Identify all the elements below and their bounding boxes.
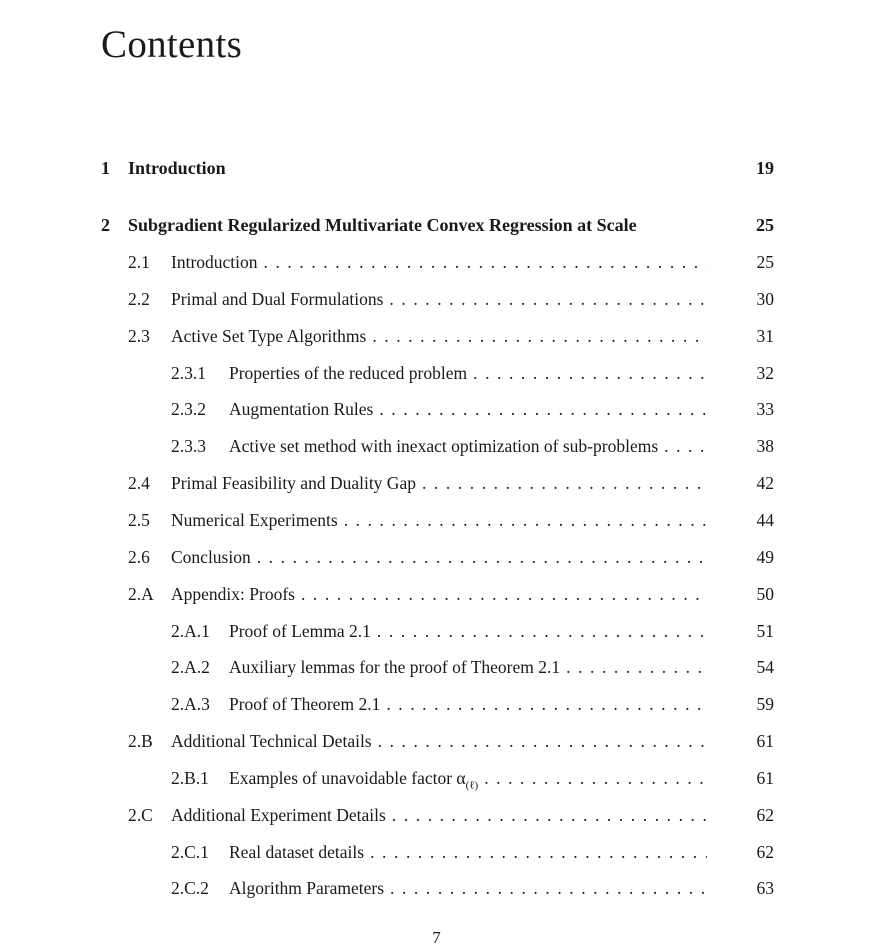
toc-entry[interactable] bbox=[101, 363, 774, 387]
entry-title-text: Introduction bbox=[171, 252, 258, 272]
entry-title-text: Active set method with inexact optimization of sub-problems bbox=[229, 436, 659, 457]
entry-title[interactable] bbox=[229, 399, 373, 420]
entry-title[interactable] bbox=[229, 878, 384, 899]
math-subscript: (ℓ) bbox=[465, 779, 479, 792]
entry-number: 2.2 bbox=[128, 288, 150, 309]
dot-leader bbox=[301, 584, 707, 605]
toc-entry[interactable] bbox=[101, 326, 774, 350]
entry-number: 2.6 bbox=[128, 546, 150, 567]
entry-title-text: Subgradient Regularized Multivariate Convex Regression at Scale bbox=[128, 215, 637, 235]
dot-leader bbox=[377, 621, 707, 642]
dot-leader bbox=[390, 878, 707, 899]
entry-title-text: Primal Feasibility and Duality Gap bbox=[171, 473, 416, 494]
toc-entry[interactable] bbox=[101, 252, 774, 276]
entry-page[interactable]: 63 bbox=[756, 878, 774, 899]
entry-title[interactable] bbox=[229, 768, 478, 792]
entry-title[interactable] bbox=[171, 252, 258, 273]
entry-page[interactable]: 38 bbox=[756, 436, 774, 457]
entry-number: 2.3.1 bbox=[171, 362, 206, 383]
entry-number: 2.3.2 bbox=[171, 399, 206, 420]
entry-title-text: Introduction bbox=[128, 158, 226, 178]
entry-title-text: Properties of the reduced problem bbox=[229, 362, 468, 383]
entry-title[interactable] bbox=[229, 657, 560, 678]
entry-title[interactable] bbox=[171, 289, 383, 310]
entry-number: 2.A.1 bbox=[171, 620, 210, 641]
entry-page[interactable]: 59 bbox=[756, 694, 774, 715]
entry-page[interactable]: 54 bbox=[756, 657, 774, 678]
toc-entry[interactable] bbox=[101, 584, 774, 608]
entry-title[interactable] bbox=[229, 436, 658, 457]
toc-entry[interactable] bbox=[101, 694, 774, 718]
entry-number: 2.A.3 bbox=[171, 694, 210, 715]
toc-entry[interactable] bbox=[101, 547, 774, 571]
toc-entry[interactable] bbox=[101, 878, 774, 902]
entry-title-text: Active Set Type Algorithms bbox=[171, 325, 367, 346]
entry-title-text: Augmentation Rules bbox=[229, 399, 374, 420]
entry-number: 2.5 bbox=[128, 509, 150, 530]
dot-leader bbox=[344, 510, 707, 531]
entry-number: 2.A bbox=[128, 583, 154, 604]
entry-page[interactable]: 19 bbox=[756, 158, 774, 178]
entry-page[interactable]: 25 bbox=[756, 215, 774, 235]
entry-page[interactable]: 49 bbox=[756, 546, 774, 567]
entry-page[interactable]: 30 bbox=[756, 288, 774, 309]
dot-leader bbox=[389, 289, 707, 310]
entry-page[interactable]: 61 bbox=[756, 767, 774, 788]
entry-title[interactable] bbox=[171, 547, 251, 568]
entry-page[interactable]: 61 bbox=[756, 731, 774, 752]
entry-page[interactable]: 25 bbox=[756, 252, 774, 272]
entry-title[interactable] bbox=[229, 694, 380, 715]
entry-page[interactable]: 62 bbox=[756, 804, 774, 825]
entry-page[interactable]: 51 bbox=[756, 620, 774, 641]
entry-title-text: Numerical Experiments bbox=[171, 509, 338, 530]
toc-entry[interactable] bbox=[101, 731, 774, 755]
entry-number: 2.3 bbox=[128, 325, 150, 346]
toc-entry[interactable] bbox=[101, 621, 774, 645]
dot-leader bbox=[422, 473, 707, 494]
dot-leader bbox=[257, 547, 707, 568]
entry-number: 2.B.1 bbox=[171, 767, 209, 788]
entry-title-text: Conclusion bbox=[171, 546, 251, 567]
entry-page[interactable]: 33 bbox=[756, 399, 774, 420]
entry-title[interactable] bbox=[128, 158, 226, 179]
entry-number: 2.C bbox=[128, 804, 153, 825]
entry-page[interactable]: 62 bbox=[756, 841, 774, 862]
dot-leader bbox=[372, 326, 707, 347]
entry-title-text: Auxiliary lemmas for the proof of Theorem 2.1 bbox=[229, 657, 561, 678]
entry-title[interactable] bbox=[128, 215, 637, 236]
entry-title[interactable] bbox=[229, 621, 371, 642]
toc-entry[interactable] bbox=[101, 158, 774, 182]
toc-entry[interactable] bbox=[101, 289, 774, 313]
toc-entry[interactable] bbox=[101, 768, 774, 792]
entry-number: 1 bbox=[101, 158, 110, 178]
entry-page[interactable]: 50 bbox=[756, 583, 774, 604]
entry-page[interactable]: 42 bbox=[756, 473, 774, 494]
entry-title[interactable] bbox=[171, 473, 416, 494]
dot-leader bbox=[370, 842, 707, 863]
page-title: Contents bbox=[101, 23, 243, 66]
entry-title-text: Examples of unavoidable factor α bbox=[229, 767, 466, 788]
toc-entry[interactable] bbox=[101, 215, 774, 239]
entry-title-text: Additional Experiment Details bbox=[171, 804, 386, 825]
entry-title-text: Proof of Theorem 2.1 bbox=[229, 694, 381, 715]
entry-title[interactable] bbox=[171, 731, 372, 752]
entry-title[interactable] bbox=[229, 842, 364, 863]
entry-title-text: Primal and Dual Formulations bbox=[171, 288, 384, 309]
entry-title-text: Real dataset details bbox=[229, 841, 365, 862]
entry-page[interactable]: 44 bbox=[756, 509, 774, 530]
dot-leader bbox=[264, 252, 707, 273]
entry-number: 2.C.1 bbox=[171, 841, 209, 862]
toc-entry[interactable] bbox=[101, 436, 774, 460]
dot-leader bbox=[473, 363, 707, 384]
entry-title-text: Algorithm Parameters bbox=[229, 878, 385, 899]
entry-number: 2.B bbox=[128, 731, 153, 752]
entry-page[interactable]: 32 bbox=[756, 362, 774, 383]
dot-leader bbox=[484, 768, 707, 789]
entry-number: 2.A.2 bbox=[171, 657, 210, 678]
entry-title-text: Additional Technical Details bbox=[171, 731, 372, 752]
toc-entry[interactable] bbox=[101, 473, 774, 497]
entry-title[interactable] bbox=[229, 363, 467, 384]
toc-entry[interactable] bbox=[101, 510, 774, 534]
entry-number: 2.3.3 bbox=[171, 436, 206, 457]
page-number: 7 bbox=[432, 928, 441, 947]
dot-leader bbox=[386, 694, 707, 715]
toc-entry[interactable] bbox=[101, 399, 774, 423]
entry-title-text: Proof of Lemma 2.1 bbox=[229, 620, 371, 641]
entry-number: 2 bbox=[101, 215, 110, 235]
entry-number: 2.C.2 bbox=[171, 878, 209, 899]
entry-title[interactable] bbox=[171, 805, 386, 826]
entry-number: 2.4 bbox=[128, 473, 150, 494]
entry-title-text: Appendix: Proofs bbox=[171, 583, 295, 604]
entry-title[interactable] bbox=[171, 510, 338, 531]
entry-number: 2.1 bbox=[128, 252, 150, 272]
dot-leader bbox=[566, 657, 707, 678]
dot-leader bbox=[392, 805, 707, 826]
dot-leader bbox=[379, 399, 707, 420]
dot-leader bbox=[664, 436, 707, 457]
toc-entry[interactable] bbox=[101, 805, 774, 829]
toc-entry[interactable] bbox=[101, 657, 774, 681]
entry-title[interactable] bbox=[171, 584, 295, 605]
dot-leader bbox=[378, 731, 707, 752]
entry-title[interactable] bbox=[171, 326, 366, 347]
toc-entry[interactable] bbox=[101, 842, 774, 866]
entry-page[interactable]: 31 bbox=[756, 325, 774, 346]
